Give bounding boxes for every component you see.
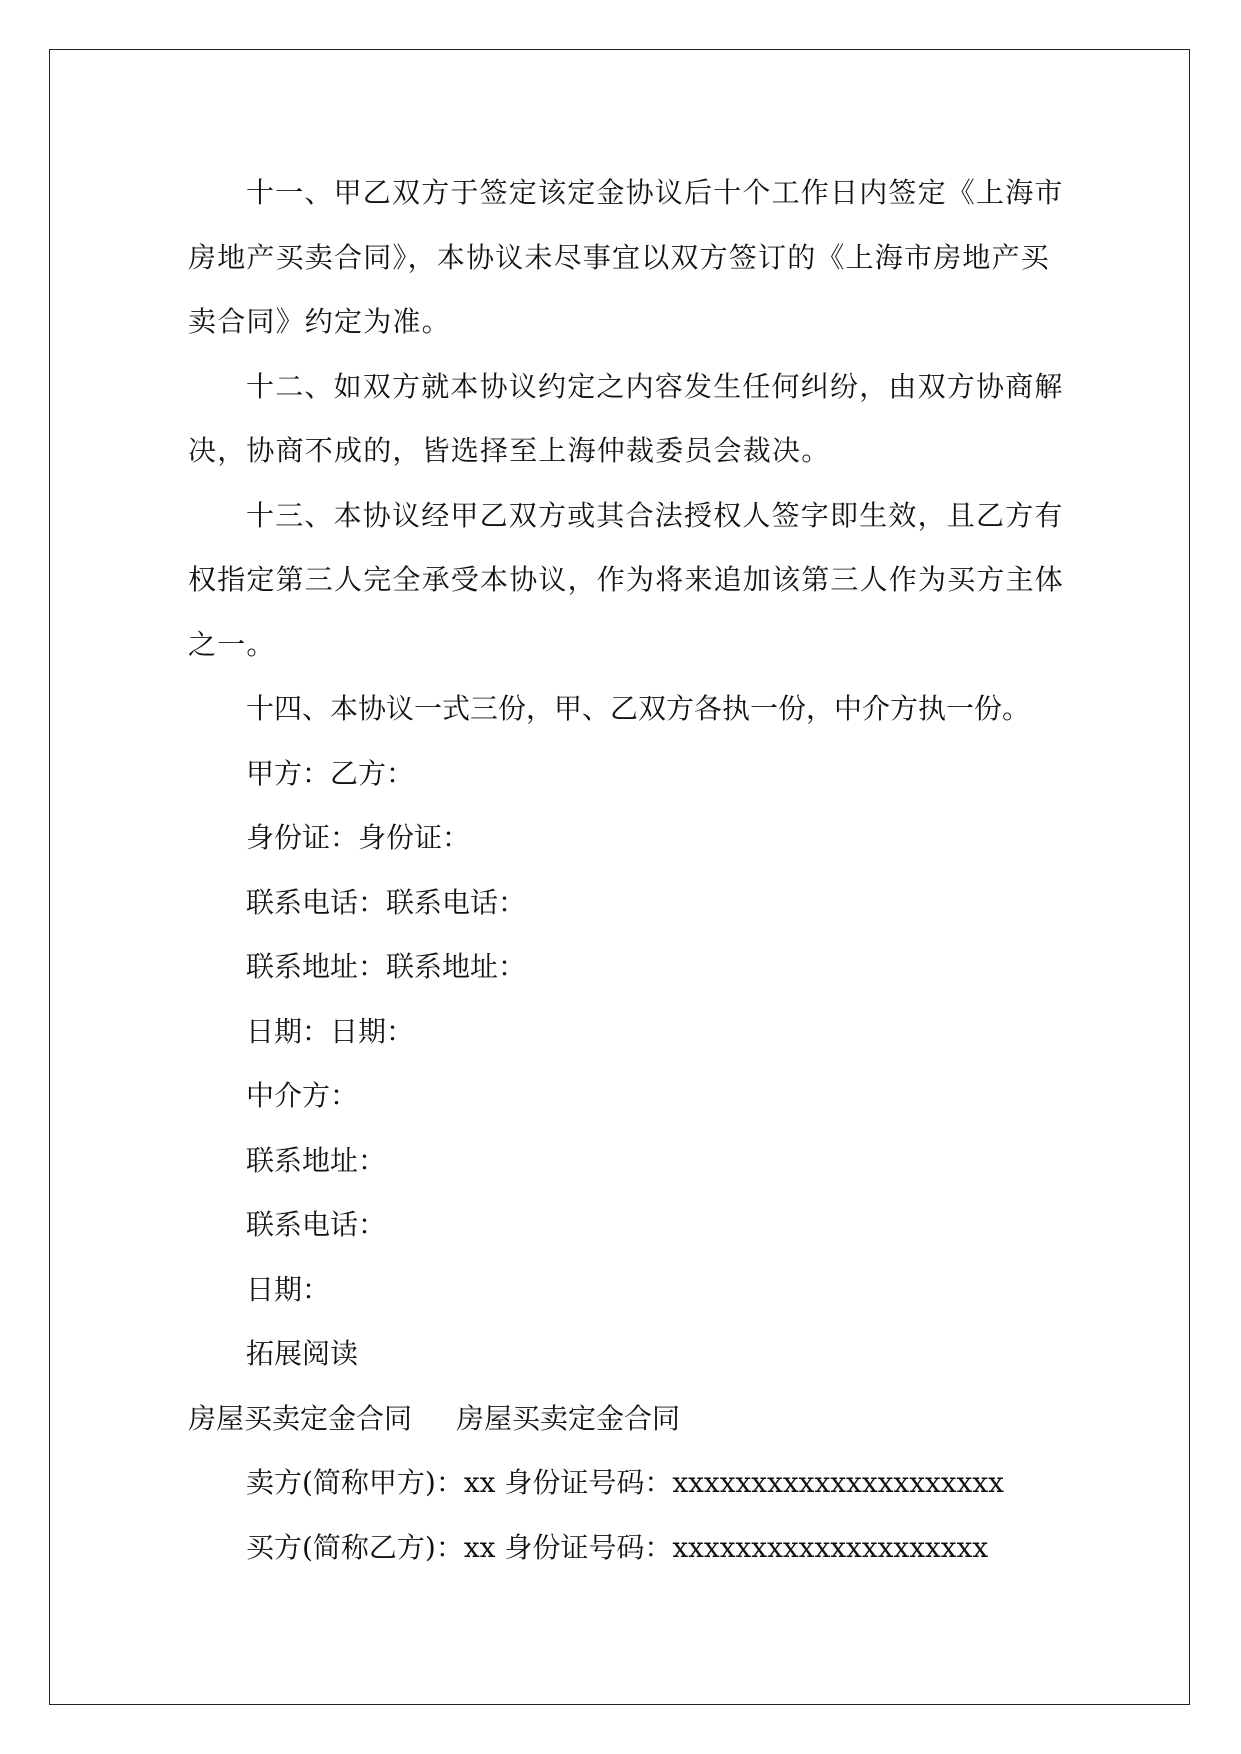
clause-14: 十四、本协议一式三份，甲、乙双方各执一份，中介方执一份。 [246, 692, 1031, 725]
agent-label: 中介方： [246, 1079, 359, 1112]
clause-11: 十一、甲乙双方于签定该定金协议后十个工作日内签定《上海市房地产买卖合同》，本协议未尽事宜以双方签订的《上海市房地产买卖合同》约定为准。 [188, 176, 1064, 338]
clause-13: 十三、本协议经甲乙双方或其合法授权人签字即生效，且乙方有权指定第三人完全承受本协议，作为将来追加该第三人作为买方主体之一。 [188, 498, 1065, 661]
agent-phone: 联系电话： [246, 1208, 387, 1241]
seller-line: 卖方(简称甲方)：xx 身份证号码：xxxxxxxxxxxxxxxxxxxxx [246, 1466, 1004, 1499]
signature-address: 联系地址：联系地址： [246, 950, 527, 983]
contract-title-line [188, 1387, 1068, 1452]
signature-parties: 甲方：乙方： [246, 756, 415, 790]
contract-title-right: 房屋买卖定金合同 [456, 1401, 681, 1435]
signature-date: 日期：日期： [246, 1014, 415, 1048]
agent-address: 联系地址： [246, 1143, 387, 1177]
document-body [188, 161, 1068, 1580]
extended-reading-heading: 拓展阅读 [246, 1337, 359, 1370]
signature-id-card: 身份证：身份证： [246, 821, 471, 854]
agent-date: 日期： [246, 1272, 331, 1306]
buyer-line: 买方(简称乙方)：xx 身份证号码：xxxxxxxxxxxxxxxxxxxx [246, 1530, 989, 1564]
signature-phone: 联系电话：联系电话： [246, 885, 527, 919]
contract-title-left: 房屋买卖定金合同 [188, 1401, 413, 1435]
clause-12: 十二、如双方就本协议约定之内容发生任何纠纷，由双方协商解决，协商不成的，皆选择至上海仲裁委员会裁决。 [188, 369, 1064, 467]
